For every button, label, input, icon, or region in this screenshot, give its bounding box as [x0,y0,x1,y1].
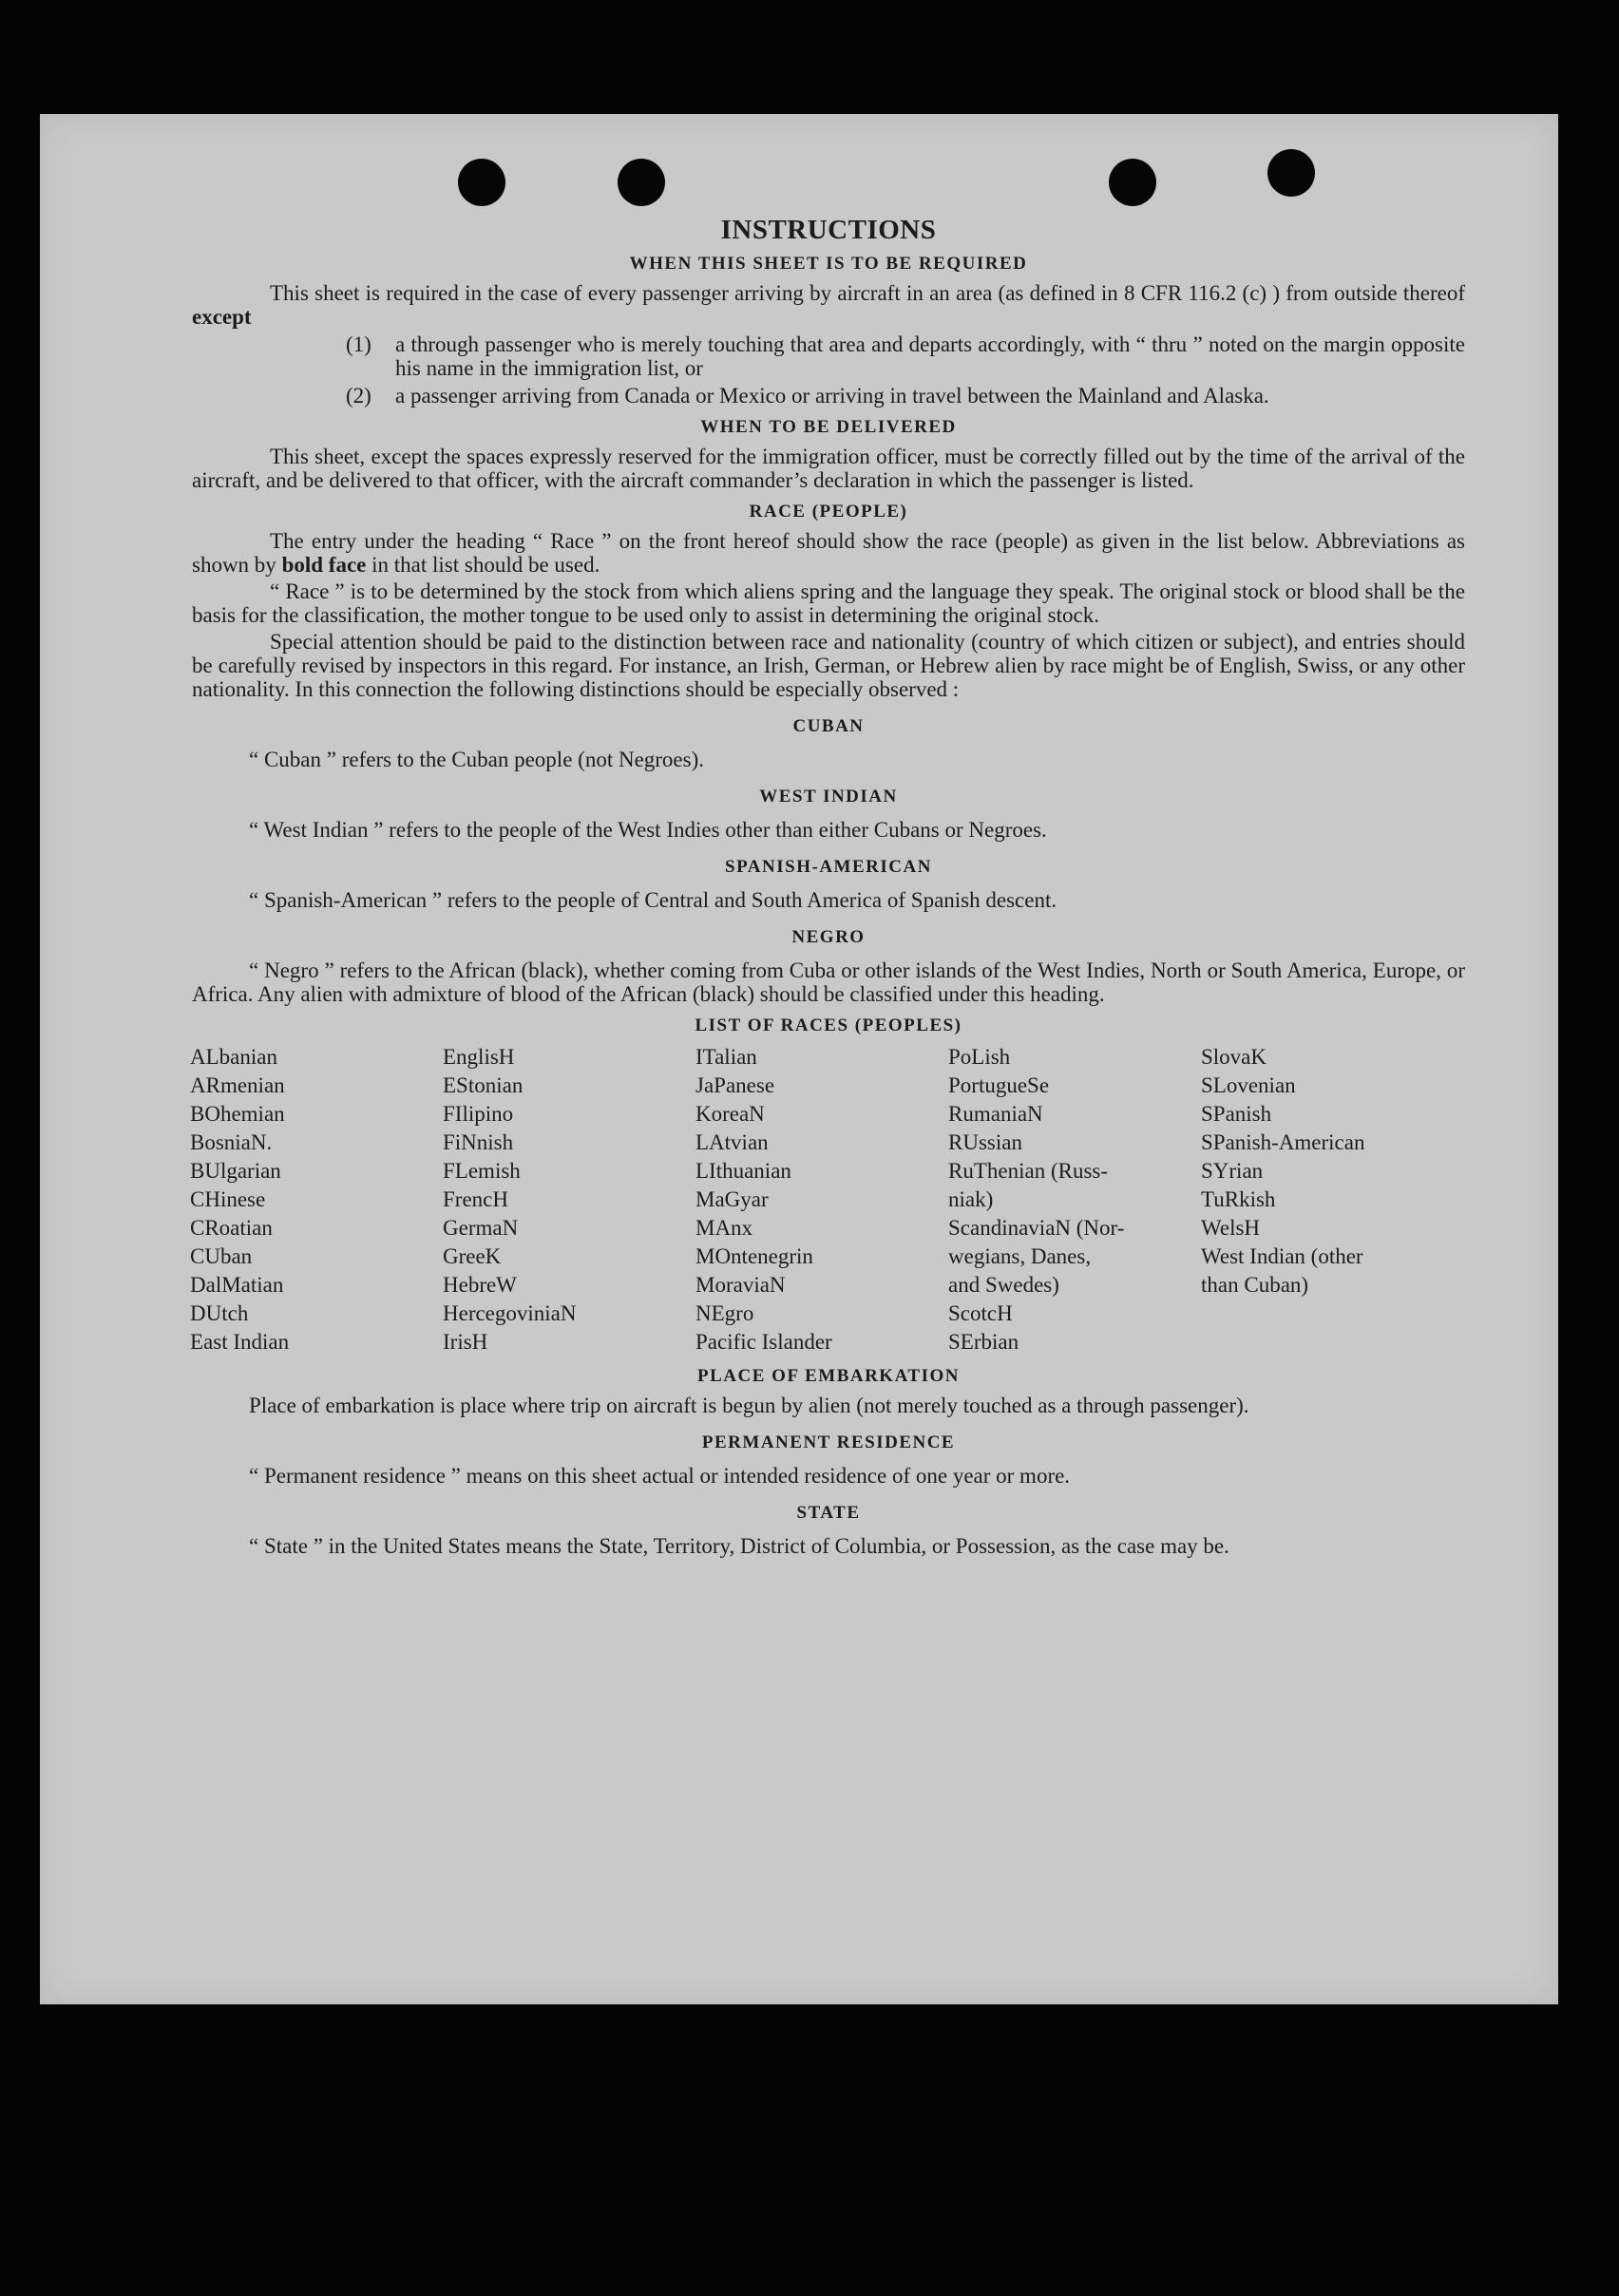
section-heading-west-indian: WEST INDIAN [759,787,898,806]
races-column [443,1043,695,1357]
race-entry: LAtvian [695,1130,769,1154]
negro-text: “ Negro ” refers to the African (black), whether coming from Cuba or other islands of the West Indies, North or South America, Europe, or Africa. Any alien with admixture of blood of the African (black) should be classified under this heading. [192,958,1465,1006]
section-heading-required: WHEN THIS SHEET IS TO BE REQUIRED [629,254,1028,274]
race-entry: SYrian [1201,1159,1264,1183]
race-paragraph-1: The entry under the heading “ Race ” on the front hereof should show the race (people) as given in the list below. Abbreviations as shown by bold face in that list should be used. [192,529,1465,577]
section-heading-negro: NEGRO [791,927,866,947]
race-entry: DUtch [190,1301,249,1325]
races-column [695,1043,948,1357]
race-entry: EStonian [443,1073,524,1097]
section-heading-race: RACE (PEOPLE) [749,502,908,522]
document-sheet [40,114,1558,2004]
race-entry: CUban [190,1244,253,1268]
race-entry: GreeK [443,1244,502,1268]
race-entry: IrisH [443,1330,488,1354]
race-entry: BosniaN. [190,1130,273,1154]
race-entry: FIlipino [443,1102,514,1126]
races-column [1201,1043,1463,1357]
race-entry: MoraviaN [695,1273,786,1297]
state-text: “ State ” in the United States means the State, Territory, District of Columbia, or Possession, as the case may be. [249,1534,1229,1558]
residence-text: “ Permanent residence ” means on this sheet actual or intended residence of one year or more. [249,1464,1071,1488]
race-entry: HercegoviniaN [443,1301,577,1325]
race-entry: SPanish [1201,1102,1272,1126]
west-indian-text: “ West Indian ” refers to the people of the West Indies other than either Cubans or Negroes. [249,818,1047,842]
race-entry: FiNnish [443,1130,514,1154]
section-heading-cuban: CUBAN [792,716,865,736]
page-title: INSTRUCTIONS [720,215,937,245]
punch-hole [1109,159,1156,206]
section-heading-residence: PERMANENT RESIDENCE [701,1433,956,1452]
race-entry: SPanish-American [1201,1130,1365,1154]
race-entry: NEgro [695,1301,754,1325]
race-entry: RUssian [948,1130,1022,1154]
race-entry: ITalian [695,1045,757,1069]
race-entry: FrencH [443,1187,508,1211]
required-item: (1) a through passenger who is merely touching that area and departs accordingly, with “ thru ” noted on the margin opposite his name in the immigration list, or [346,332,1465,380]
race-entry: DalMatian [190,1273,284,1297]
race-entry: LIthuanian [695,1159,791,1183]
race-entry: PortugueSe [948,1073,1050,1097]
race-entry: MaGyar [695,1187,769,1211]
race-entry: PoLish [948,1045,1011,1069]
race-entry: MOntenegrin [695,1244,813,1268]
punch-hole [458,159,505,206]
section-heading-delivered: WHEN TO BE DELIVERED [700,417,957,437]
race-entry: FLemish [443,1159,521,1183]
punch-hole [1267,149,1315,197]
races-column [190,1043,443,1357]
race-entry: ScotcH [948,1301,1013,1325]
required-intro: This sheet is required in the case of every passenger arriving by aircraft in an area (as defined in 8 CFR 116.2 (c) ) from outside thereof except [192,281,1465,329]
races-column [948,1043,1201,1357]
punch-hole [618,159,665,206]
race-entry: JaPanese [695,1073,775,1097]
race-entry: RuThenian (Russ- niak) [948,1159,1109,1211]
race-entry: ALbanian [190,1045,277,1069]
race-entry: ScandinaviaN (Nor- wegians, Danes, and Swedes) [948,1216,1125,1297]
race-paragraph-2: “ Race ” is to be determined by the stock from which aliens spring and the language they speak. The original stock or blood shall be the basis for the classification, the mother tongue to be used only to assist in determining the original stock. [192,579,1465,627]
delivered-text: This sheet, except the spaces expressly reserved for the immigration officer, must be correctly filled out by the time of the arrival of the aircraft, and be delivered to that officer, with the aircraft commander’s declaration in which the passenger is listed. [192,445,1465,492]
section-heading-state: STATE [796,1503,861,1523]
race-paragraph-3: Special attention should be paid to the distinction between race and nationality (country of which citizen or subject), and entries should be carefully revised by inspectors in this regard. For instance, an Irish, German, or Hebrew alien by race might be of English, Swiss, or any other nationality. In this connection the following distinctions should be especially observed : [192,630,1465,701]
race-entry: SlovaK [1201,1045,1267,1069]
race-entry: HebreW [443,1273,517,1297]
race-entry: RumaniaN [948,1102,1043,1126]
race-entry: Pacific Islander [695,1330,832,1354]
race-entry: East Indian [190,1330,290,1354]
race-entry: West Indian (other than Cuban) [1201,1244,1363,1297]
section-heading-embarkation: PLACE OF EMBARKATION [697,1366,960,1386]
section-heading-list-of-races: LIST OF RACES (PEOPLES) [695,1015,962,1035]
race-entry: GermaN [443,1216,519,1240]
race-entry: WelsH [1201,1216,1261,1240]
required-item: (2) a passenger arriving from Canada or Mexico or arriving in travel between the Mainland and Alaska. [346,384,1269,408]
race-entry: ARmenian [190,1073,285,1097]
race-entry: MAnx [695,1216,753,1240]
cuban-text: “ Cuban ” refers to the Cuban people (not Negroes). [249,748,705,771]
race-entry: SLovenian [1201,1073,1296,1097]
race-entry: BOhemian [190,1102,285,1126]
race-entry: CRoatian [190,1216,273,1240]
races-list [190,1043,1465,1357]
race-entry: TuRkish [1201,1187,1276,1211]
race-entry: SErbian [948,1330,1019,1354]
race-entry: EnglisH [443,1045,515,1069]
section-heading-spanish-american: SPANISH-AMERICAN [725,857,932,877]
instructions-body [190,215,1465,1561]
spanish-american-text: “ Spanish-American ” refers to the people of Central and South America of Spanish descent. [249,888,1057,912]
embarkation-text: Place of embarkation is place where trip on aircraft is begun by alien (not merely touched as a through passenger). [249,1394,1249,1417]
race-entry: KoreaN [695,1102,765,1126]
race-entry: CHinese [190,1187,266,1211]
race-entry: BUlgarian [190,1159,281,1183]
